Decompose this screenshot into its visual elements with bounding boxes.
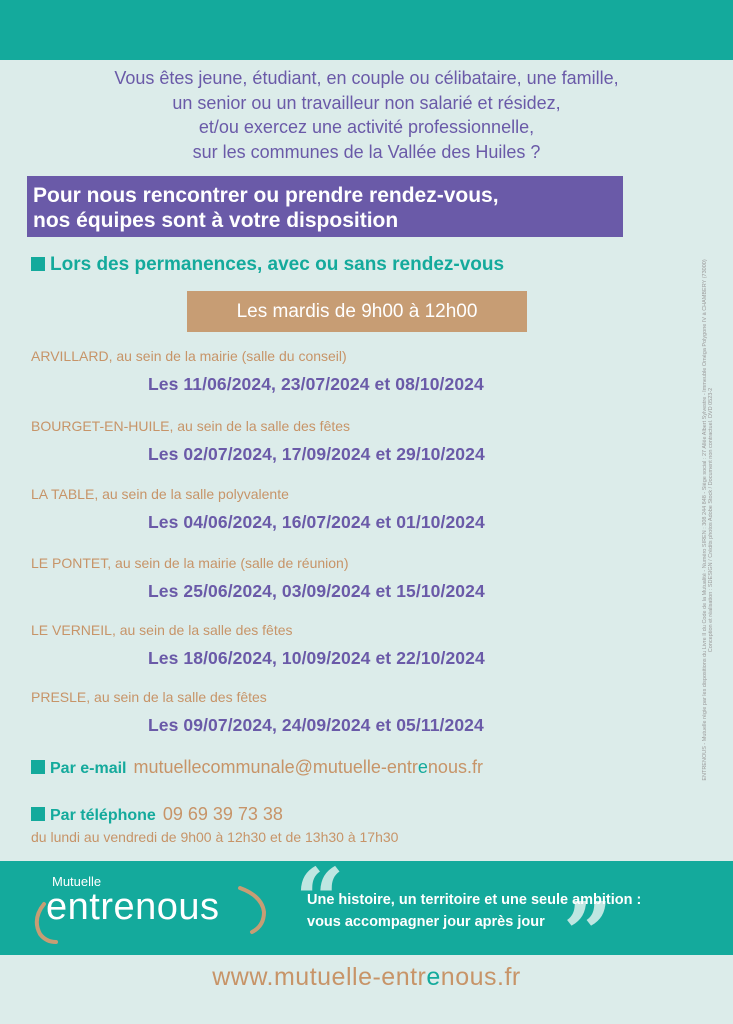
venue-location (31, 348, 631, 364)
venue-location (31, 486, 631, 502)
permanences-heading-text: Lors des permanences, avec ou sans rendez-vous (50, 254, 505, 275)
venue-place: , au sein de la salle des fêtes (86, 689, 267, 705)
phone-contact (31, 804, 283, 825)
legal-line: Conception et réalisation : SDESIGN / Crédits photos Adobe Stock / Document non contractuel. DVD 0523-2 (708, 387, 714, 653)
venue-place: , au sein de la salle polyvalente (94, 486, 289, 502)
venue-dates: Les 02/07/2024, 17/09/2024 et 29/10/2024 (148, 444, 485, 464)
venue-place: , au sein de la mairie (salle du conseil) (108, 348, 347, 364)
venue-dates: Les 25/06/2024, 03/09/2024 et 15/10/2024 (148, 581, 485, 601)
venue-name: BOURGET-EN-HUILE (31, 418, 170, 434)
venue-name: LE VERNEIL (31, 622, 112, 638)
website-highlight: e (426, 963, 441, 991)
top-color-band (0, 0, 733, 60)
open-quote-icon: “ (295, 850, 345, 951)
close-quote-icon: ” (563, 884, 613, 985)
entrenous-logo (30, 874, 275, 944)
slogan (307, 889, 641, 933)
banner-line: Pour nous rencontrer ou prendre rendez-vous, (33, 184, 499, 207)
website-link[interactable] (0, 963, 733, 992)
email-address-part: mutuellecommunale@mutuelle-entr (133, 757, 418, 777)
slogan-line: Une histoire, un territoire et une seule ambition : (307, 892, 642, 908)
venue-dates: Les 18/06/2024, 10/09/2024 et 22/10/2024 (148, 648, 485, 668)
bullet-square-icon (31, 760, 45, 774)
venue-dates: Les 11/06/2024, 23/07/2024 et 08/10/2024 (148, 374, 484, 394)
legal-side-text (702, 200, 712, 840)
logo-main-text: entrenous (46, 886, 220, 928)
venue-place: , au sein de la salle des fêtes (111, 622, 293, 638)
phone-label: Par téléphone (50, 807, 156, 824)
venue-dates: Les 04/06/2024, 16/07/2024 et 01/10/2024 (148, 512, 485, 532)
venue-place: , au sein de la mairie (salle de réunion) (107, 555, 349, 571)
venue-location (31, 418, 631, 434)
intro-text (20, 66, 713, 164)
bullet-square-icon (31, 257, 45, 271)
email-address-highlight: e (417, 757, 428, 777)
venue-name: ARVILLARD (31, 348, 109, 364)
venue-location (31, 622, 631, 638)
intro-line: et/ou exercez une activité professionnelle, (198, 117, 535, 137)
intro-line: sur les communes de la Vallée des Huiles ? (192, 141, 541, 162)
email-contact (31, 757, 483, 778)
permanences-heading (31, 254, 504, 276)
website-part: www.mutuelle-entr (212, 963, 427, 991)
contact-banner (27, 176, 623, 237)
hours-badge: Les mardis de 9h00 à 12h00 (187, 291, 527, 332)
email-link[interactable] (134, 757, 483, 777)
phone-number[interactable]: 09 69 39 73 38 (162, 804, 283, 824)
website-part: nous.fr (440, 963, 521, 991)
venue-location (31, 555, 631, 571)
venue-name: PRESLE (31, 689, 87, 705)
bullet-square-icon (31, 807, 45, 821)
venue-name: LA TABLE (31, 486, 95, 502)
intro-line: un senior ou un travailleur non salarié et résidez, (172, 92, 561, 113)
email-label: Par e-mail (50, 760, 127, 777)
venue-name: LE PONTET (31, 555, 108, 571)
banner-line: nos équipes sont à votre disposition (33, 209, 399, 232)
intro-line: Vous êtes jeune, étudiant, en couple ou célibataire, une famille, (114, 68, 619, 88)
venue-place: , au sein de la salle des fêtes (169, 418, 351, 434)
email-address-part: nous.fr (427, 757, 483, 777)
legal-line: ENTRENOUS - Mutuelle régie par les dispositions du Livre II du Code de la Mutualité - Numéro SIREN : 308 244 848 - Siège social : 27 Allée Albert Sylvestre - Immeuble Oméga Polygone IV à CHAMBERY (73000) (702, 259, 708, 781)
venue-dates: Les 09/07/2024, 24/09/2024 et 05/11/2024 (148, 715, 484, 735)
venue-location (31, 689, 631, 705)
logo-small-text: Mutuelle (52, 874, 102, 889)
slogan-line: vous accompagner jour après jour (307, 914, 545, 930)
phone-hours: du lundi au vendredi de 9h00 à 12h30 et de 13h30 à 17h30 (31, 829, 399, 845)
